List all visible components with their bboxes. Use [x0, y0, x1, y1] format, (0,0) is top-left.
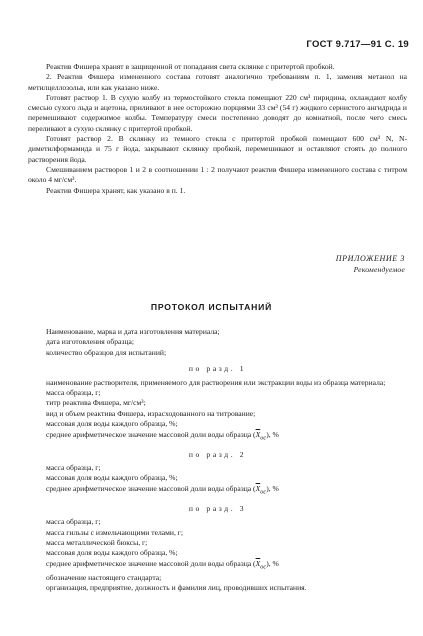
appendix-label [336, 253, 405, 275]
appendix-title: ПРИЛОЖЕНИЕ 3 [335, 254, 405, 263]
mean-value-line [28, 559, 407, 573]
protocol-line: дата изготовления образца; [46, 337, 134, 347]
mean-prefix: среднее арифметическое значение массовой доли воды образца ( [46, 483, 256, 493]
mean-suffix: ), % [266, 429, 279, 439]
section-heading: по разд. 1 [188, 364, 247, 374]
section-heading: по разд. 3 [188, 503, 247, 513]
paragraph: Реактив Фишера хранят, как указано в п. 1. [46, 185, 186, 195]
protocol-line: Наименование, марка и дата изготовления материала; [46, 327, 220, 336]
paragraph: Смешиванием растворов 1 и 2 в соотношении 1 : 2 получают реактив Фишера измененного состава с титром около 4 мг/см³. [28, 164, 407, 185]
mean-symbol: $\overline{X}$ [255, 558, 261, 568]
protocol-line: массовая доля воды каждого образца, %; [46, 548, 178, 558]
protocol-line: массовая доля воды каждого образца, %; [46, 473, 178, 483]
protocol-line: наименование растворителя, применяемого для растворения или экстракции воды из образца материала; [46, 377, 386, 387]
mean-prefix: среднее арифметическое значение массовой доли воды образца ( [46, 558, 256, 568]
appendix-subtitle: Рекомендуемое [353, 265, 405, 274]
body-text [28, 62, 407, 196]
protocol-line: масса металлической бюксы, г; [46, 537, 148, 547]
paragraph: 2. Реактив Фишера измененного состава готовят аналогично требованиям п. 1, заменяя метанол на метилцеллозольв, или как указано ниже. [28, 72, 407, 92]
protocol-line: титр реактива Фишера, мг/см³; [46, 398, 146, 408]
mean-subscript: ос [260, 434, 267, 442]
mean-prefix: среднее арифметическое значение массовой доли воды образца ( [46, 429, 256, 439]
protocol-line: масса образца, г; [46, 462, 101, 472]
mean-subscript: ос [260, 563, 267, 571]
protocol-title: ПРОТОКОЛ ИСПЫТАНИЙ [150, 302, 273, 312]
protocol-line: масса образца, г; [46, 517, 101, 527]
mean-value-line [28, 484, 407, 498]
mean-value-line [28, 430, 407, 444]
section-heading: по разд. 2 [188, 449, 247, 459]
mean-symbol: $\overline{X}$ [255, 483, 261, 493]
protocol-body [28, 327, 407, 593]
paragraph: Реактив Фишера хранят в защищенной от попадания света склянке с притертой пробкой. [46, 62, 335, 71]
mean-suffix: ), % [266, 558, 279, 568]
protocol-line: массовая доля воды каждого образца, %; [46, 419, 178, 429]
mean-symbol: $\overline{X}$ [255, 429, 261, 439]
mean-suffix: ), % [266, 483, 279, 493]
protocol-line: количество образцов для испытаний; [46, 347, 167, 357]
page-header: ГОСТ 9.717—91 С. 19 [306, 39, 409, 50]
paragraph: Готовят раствор 2. В склянку из темного стекла с притертой пробкой помещают 600 см³ N, N-диметилформамида и 75 г йода, закрывают склянку пробкой, перемешивают и оставляют стоять до полного растворения йода. [28, 134, 407, 164]
paragraph: Готовят раствор 1. В сухую колбу из термостойкого стекла помещают 220 см³ пиридина, охлаждают колбу смесью сухого льда и ацетона, приливают в нее осторожно порциями 33 см³ (54 г) жидкого сернистого ангидрида и перемешивают содержимое колбы. Температуру смеси постепенно доводят до комнатной, после чего смесь переливают в сухую склянку с притертой пробкой. [28, 92, 407, 133]
protocol-line: обозначение настоящего стандарта; [46, 572, 162, 582]
protocol-line: масса гильзы с измельчающими телами, г; [46, 527, 184, 537]
mean-subscript: ос [260, 488, 267, 496]
protocol-line: вид и объем реактива Фишера, израсходованного на титрование; [46, 408, 256, 418]
protocol-line: масса образца, г; [46, 388, 101, 398]
protocol-line: организация, предприятие, должность и фамилия лиц, проводивших испытания. [46, 583, 307, 593]
